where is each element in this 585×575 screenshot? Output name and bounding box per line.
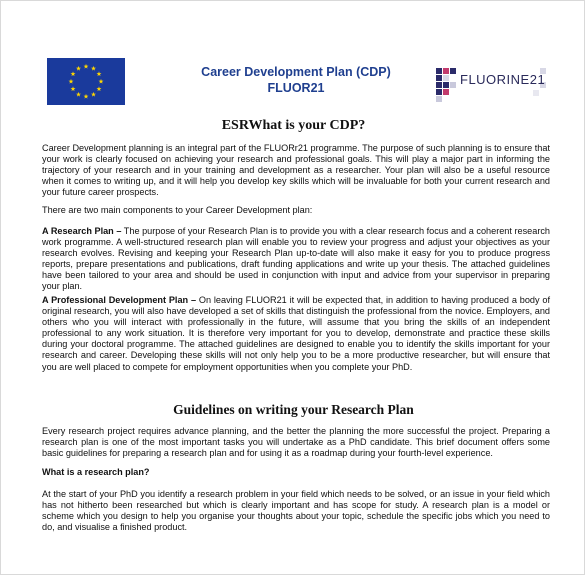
cdp-heading: ESRWhat is your CDP? [221,118,366,133]
research-plan-label: A Research Plan – [42,226,122,236]
what-is-research-plan-heading: What is a research plan? [42,467,150,477]
what-is-research-plan-paragraph: At the start of your PhD you identify a research problem in your field which needs to be solved, or an issue in your field which has not hitherto been researched but which is clearly important and has scope for study. A research plan is a model or scheme which you design to help you organise your thoughts about your topic, schedule the specific jobs which you need to do, and visualise a finished product. [42,489,550,533]
title-line-2: FLUOR21 [267,81,325,95]
guidelines-heading: Guidelines on writing your Research Plan [173,402,414,417]
research-plan-text: The purpose of your Research Plan is to provide you with a clear research focus and a coherent research work programme. A well-structured research plan will enable you to review your progress and adjust your objectives as your research evolves. Revising and keeping your Research Plan up-to-date will also make it easy for you to produce progress reports, prepare presentations and publications, draft funding applications and write up your thesis. The attached guidelines have been tailored to your area and should be used in conjunction with input and advice from your supervisor in preparing your plan. [42,226,550,292]
components-intro: There are two main components to your Career Development plan: [42,205,313,215]
fluorine21-logo [436,66,551,106]
guidelines-paragraph: Every research project requires advance planning, and the better the planning the more successful the project. Preparing a research plan is one of the most important tasks you will undertake as a PhD candidate. This brief document offers some basic guidelines for preparing a research plan and for using it as a roadmap during your fourth-level experience. [42,426,550,459]
intro-paragraph: Career Development planning is an integral part of the FLUORr21 programme. The purpose of such planning is to ensure that your work is clearly focused on achieving your research and professional goals. This will play a major part in informing the trajectory of your research and in your training and development as a researcher. Your plan will also be a useful resource when it comes to writing up, and it will help you develop key skills which will be invaluable for both your current research and your future career prospects. [42,143,550,198]
document-title [161,64,431,96]
professional-plan-paragraph [42,295,550,373]
research-plan-paragraph [42,226,550,293]
title-line-1: Career Development Plan (CDP) [201,65,391,79]
eu-flag-logo [47,58,125,105]
logo-wordmark: FLUORINE21 [460,72,546,87]
professional-plan-text: On leaving FLUOR21 it will be expected that, in addition to having produced a body of original research, you will also have developed a set of skills that distinguish the professional from the novice. Employers, and others who you will interact with professionally in the future, will assume that you bring the skills of an independent professional to any work situation. It is therefore very important for you to develop, demonstrate and practice these skills during your doctoral programme. The attached guidelines are designed to enable you to identify the skills important for your research and career. Developing these skills will not only help you to be a more productive researcher, but will ensure that you are well placed to compete for employment opportunities when you complete your PhD. [42,295,550,372]
professional-plan-label: A Professional Development Plan – [42,295,197,305]
